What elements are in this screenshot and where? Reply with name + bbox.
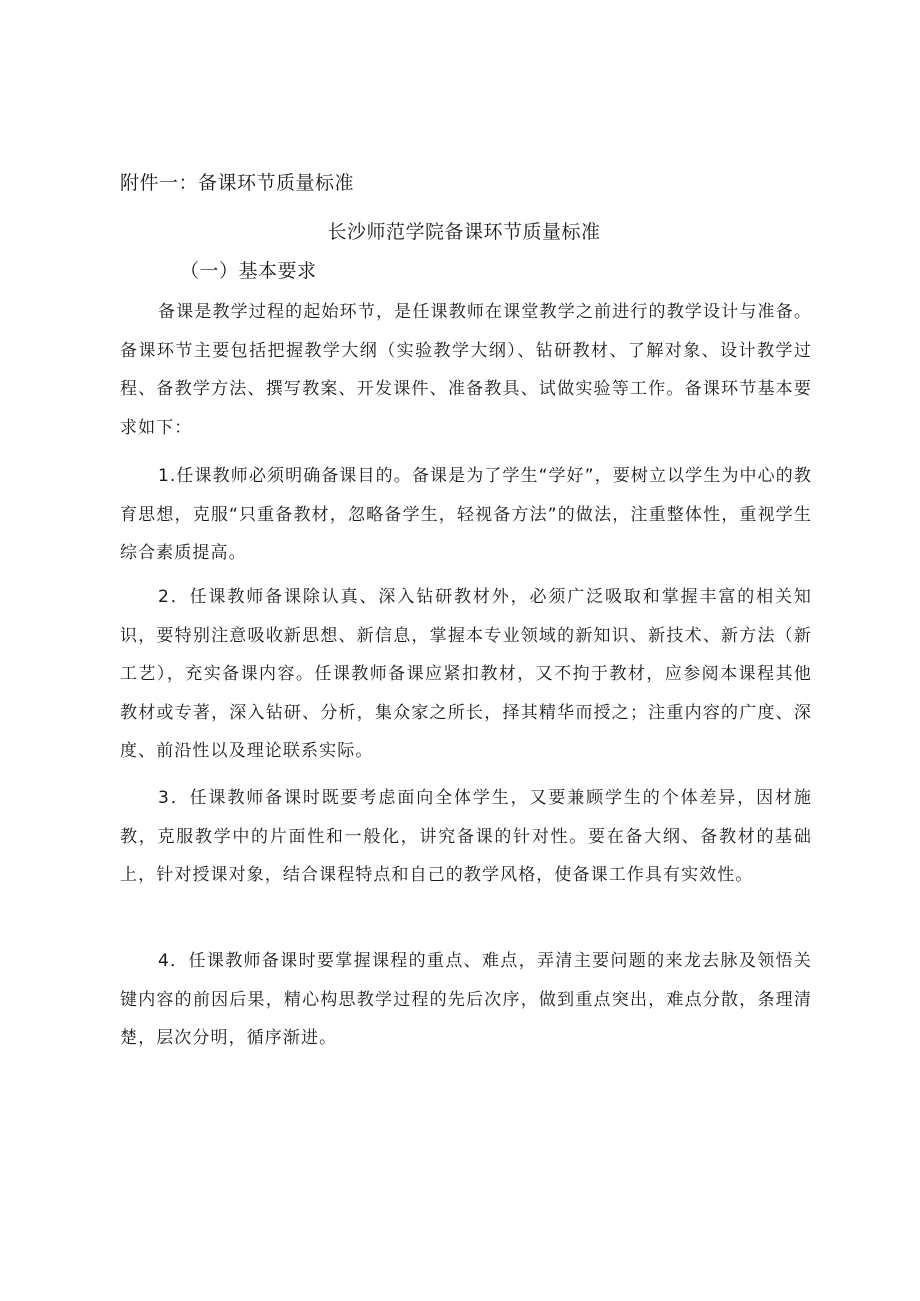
requirement-item-3: 3．任课教师备课时既要考虑面向全体学生，又要兼顾学生的个体差异，因材施教，克服教学中的片面性和一般化，讲究备课的针对性。要在备大纲、备教材的基础上，针对授课对象，结合课程特点和自己的教学风格，使备课工作具有实效性。 (120, 788, 812, 885)
requirement-item-4: 4．任课教师备课时要掌握课程的重点、难点，弄清主要问题的来龙去脉及领悟关键内容的前因后果，精心构思教学过程的先后次序，做到重点突出，难点分散，条理清楚，层次分明，循序渐进。 (120, 951, 812, 1048)
attachment-title: 附件一：备课环节质量标准 (120, 172, 355, 194)
section-heading: （一）基本要求 (180, 260, 317, 282)
intro-paragraph: 备课是教学过程的起始环节，是任课教师在课堂教学之前进行的教学设计与准备。备课环节主要包括把握教学大纲（实验教学大纲）、钻研教材、了解对象、设计教学过程、备教学方法、撰写教案、开发课件、准备教具、试做实验等工作。备课环节基本要求如下： (120, 302, 812, 438)
requirement-item-1: 1.任课教师必须明确备课目的。备课是为了学生“学好”，要树立以学生为中心的教育思想，克服“只重备教材，忽略备学生，轻视备方法”的做法，注重整体性，重视学生综合素质提高。 (120, 466, 812, 563)
document-title: 长沙师范学院备课环节质量标准 (327, 221, 601, 243)
requirement-item-2: 2．任课教师备课除认真、深入钻研教材外，必须广泛吸取和掌握丰富的相关知识，要特别注意吸收新思想、新信息，掌握本专业领域的新知识、新技术、新方法（新工艺），充实备课内容。任课教师备课应紧扣教材，又不拘于教材，应参阅本课程其他教材或专著，深入钻研、分析，集众家之所长，择其精华而授之；注重内容的广度、深度、前沿性以及理论联系实际。 (120, 587, 812, 761)
